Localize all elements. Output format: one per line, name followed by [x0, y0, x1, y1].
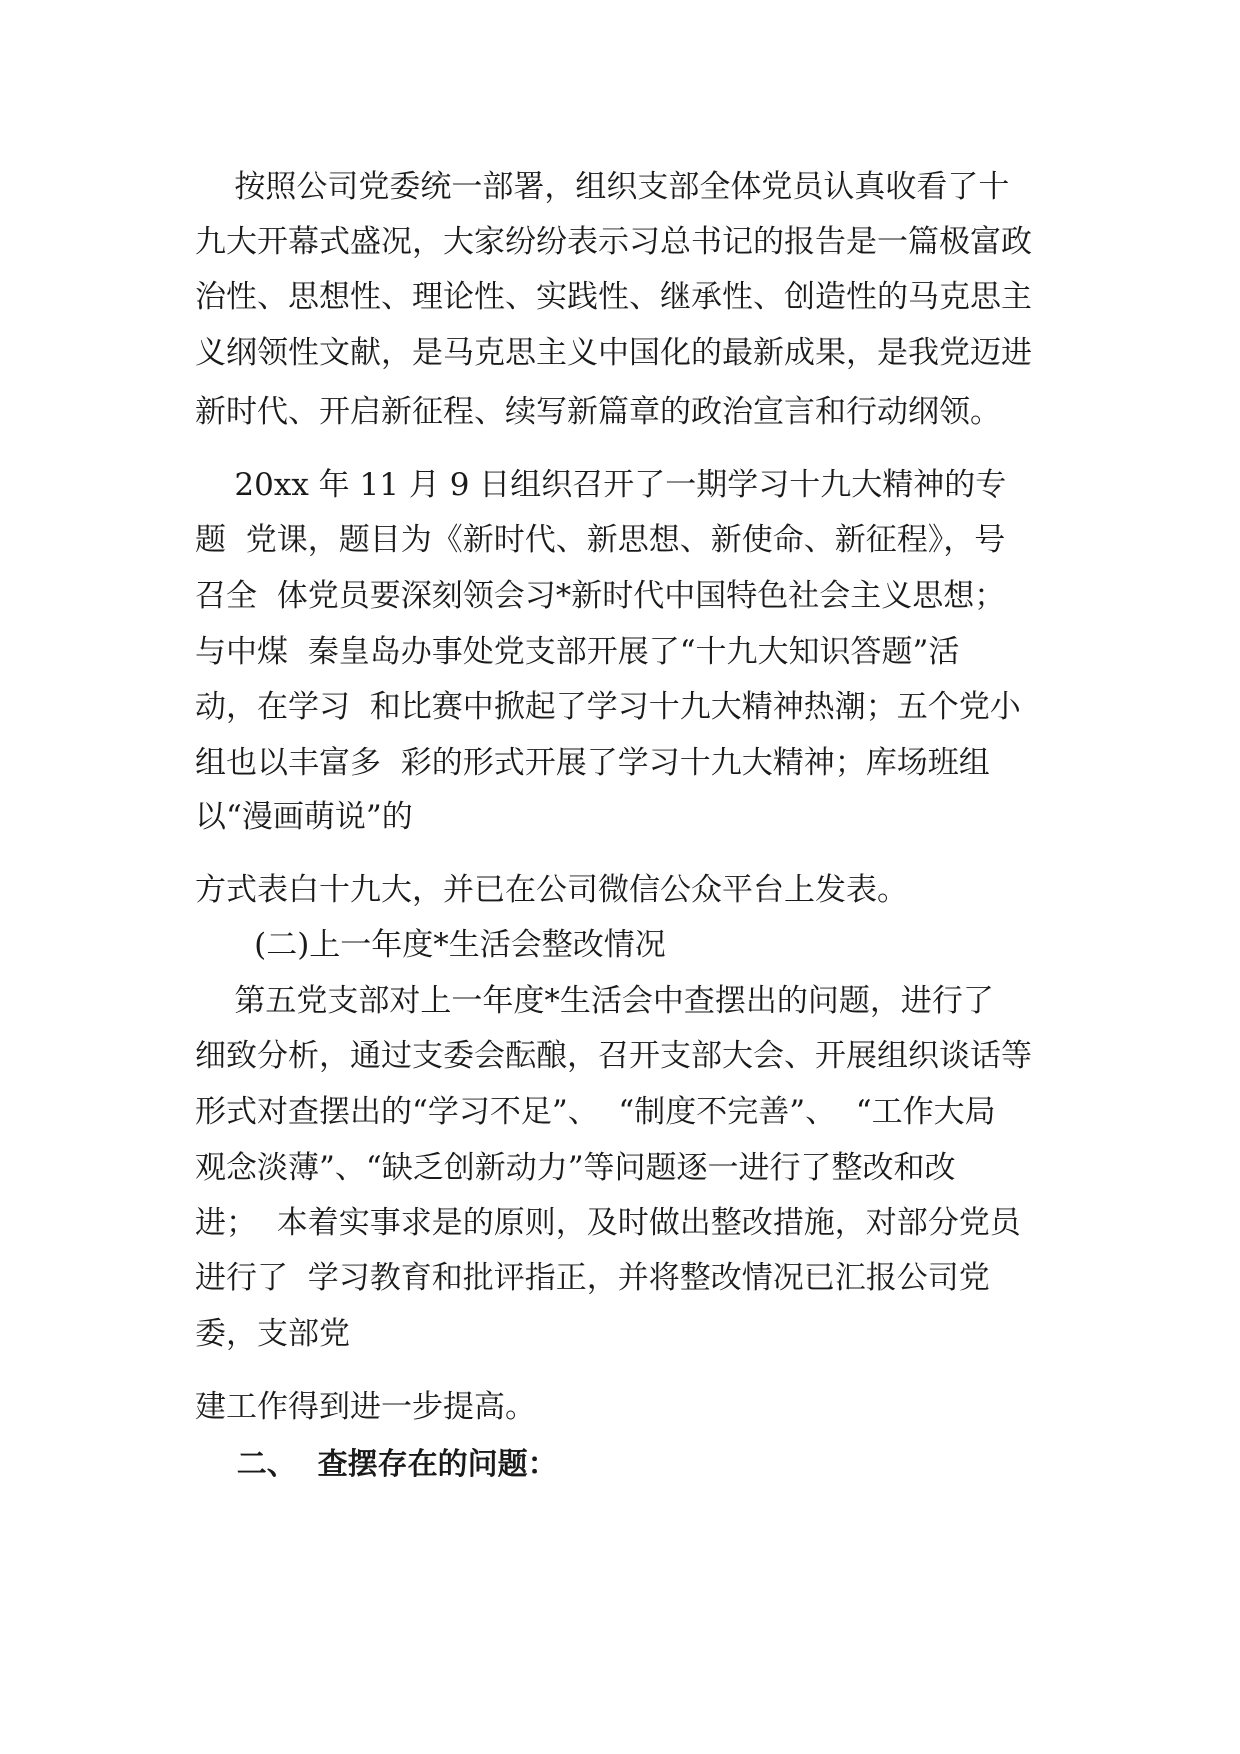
text-line: 义纲领性文献，是马克思主义中国化的最新成果，是我党迈进	[195, 335, 1032, 371]
text-line: 以“漫画萌说”的	[195, 799, 413, 835]
text-line: 委，支部党	[195, 1316, 350, 1352]
text-line: 建工作得到进一步提高。	[195, 1389, 536, 1425]
text-line: 召全 体党员要深刻领会习*新时代中国特色社会主义思想；	[195, 578, 1006, 614]
text-line: 细致分析，通过支委会酝酿，召开支部大会、开展组织谈话等	[195, 1038, 1032, 1074]
text-line: 治性、思想性、理论性、实践性、继承性、创造性的马克思主	[195, 279, 1032, 315]
text-line: 按照公司党委统一部署，组织支部全体党员认真收看了十	[195, 169, 1010, 205]
text-line: 第五党支部对上一年度*生活会中查摆出的问题，进行了	[195, 983, 994, 1019]
text-line: 题 党课，题目为《新时代、新思想、新使命、新征程》，号	[195, 522, 1006, 558]
text-line: 形式对查摆出的“学习不足”、 “制度不完善”、 “工作大局	[195, 1094, 996, 1130]
text-line: 进行了 学习教育和批评指正，并将整改情况已汇报公司党	[195, 1260, 990, 1296]
section-subheading: (二)上一年度*生活会整改情况	[195, 927, 666, 963]
text-line: 组也以丰富多 彩的形式开展了学习十九大精神；库场班组	[195, 745, 990, 781]
text-line: 20xx 年 11 月 9 日组织召开了一期学习十九大精神的专	[195, 467, 1007, 503]
text-line: 九大开幕式盛况，大家纷纷表示习总书记的报告是一篇极富政	[195, 224, 1032, 260]
text-line: 观念淡薄”、“缺乏创新动力”等问题逐一进行了整改和改	[195, 1150, 956, 1186]
text-line: 与中煤 秦皇岛办事处党支部开展了“十九大知识答题”活	[195, 634, 960, 670]
text-line: 方式表白十九大，并已在公司微信公众平台上发表。	[195, 872, 908, 908]
section-heading: 二、 查摆存在的问题：	[195, 1447, 558, 1482]
text-line: 动，在学习 和比赛中掀起了学习十九大精神热潮；五个党小	[195, 689, 1021, 725]
text-line: 新时代、开启新征程、续写新篇章的政治宣言和行动纲领。	[195, 394, 1001, 430]
text-line: 进； 本着实事求是的原则，及时做出整改措施，对部分党员	[195, 1205, 1021, 1241]
